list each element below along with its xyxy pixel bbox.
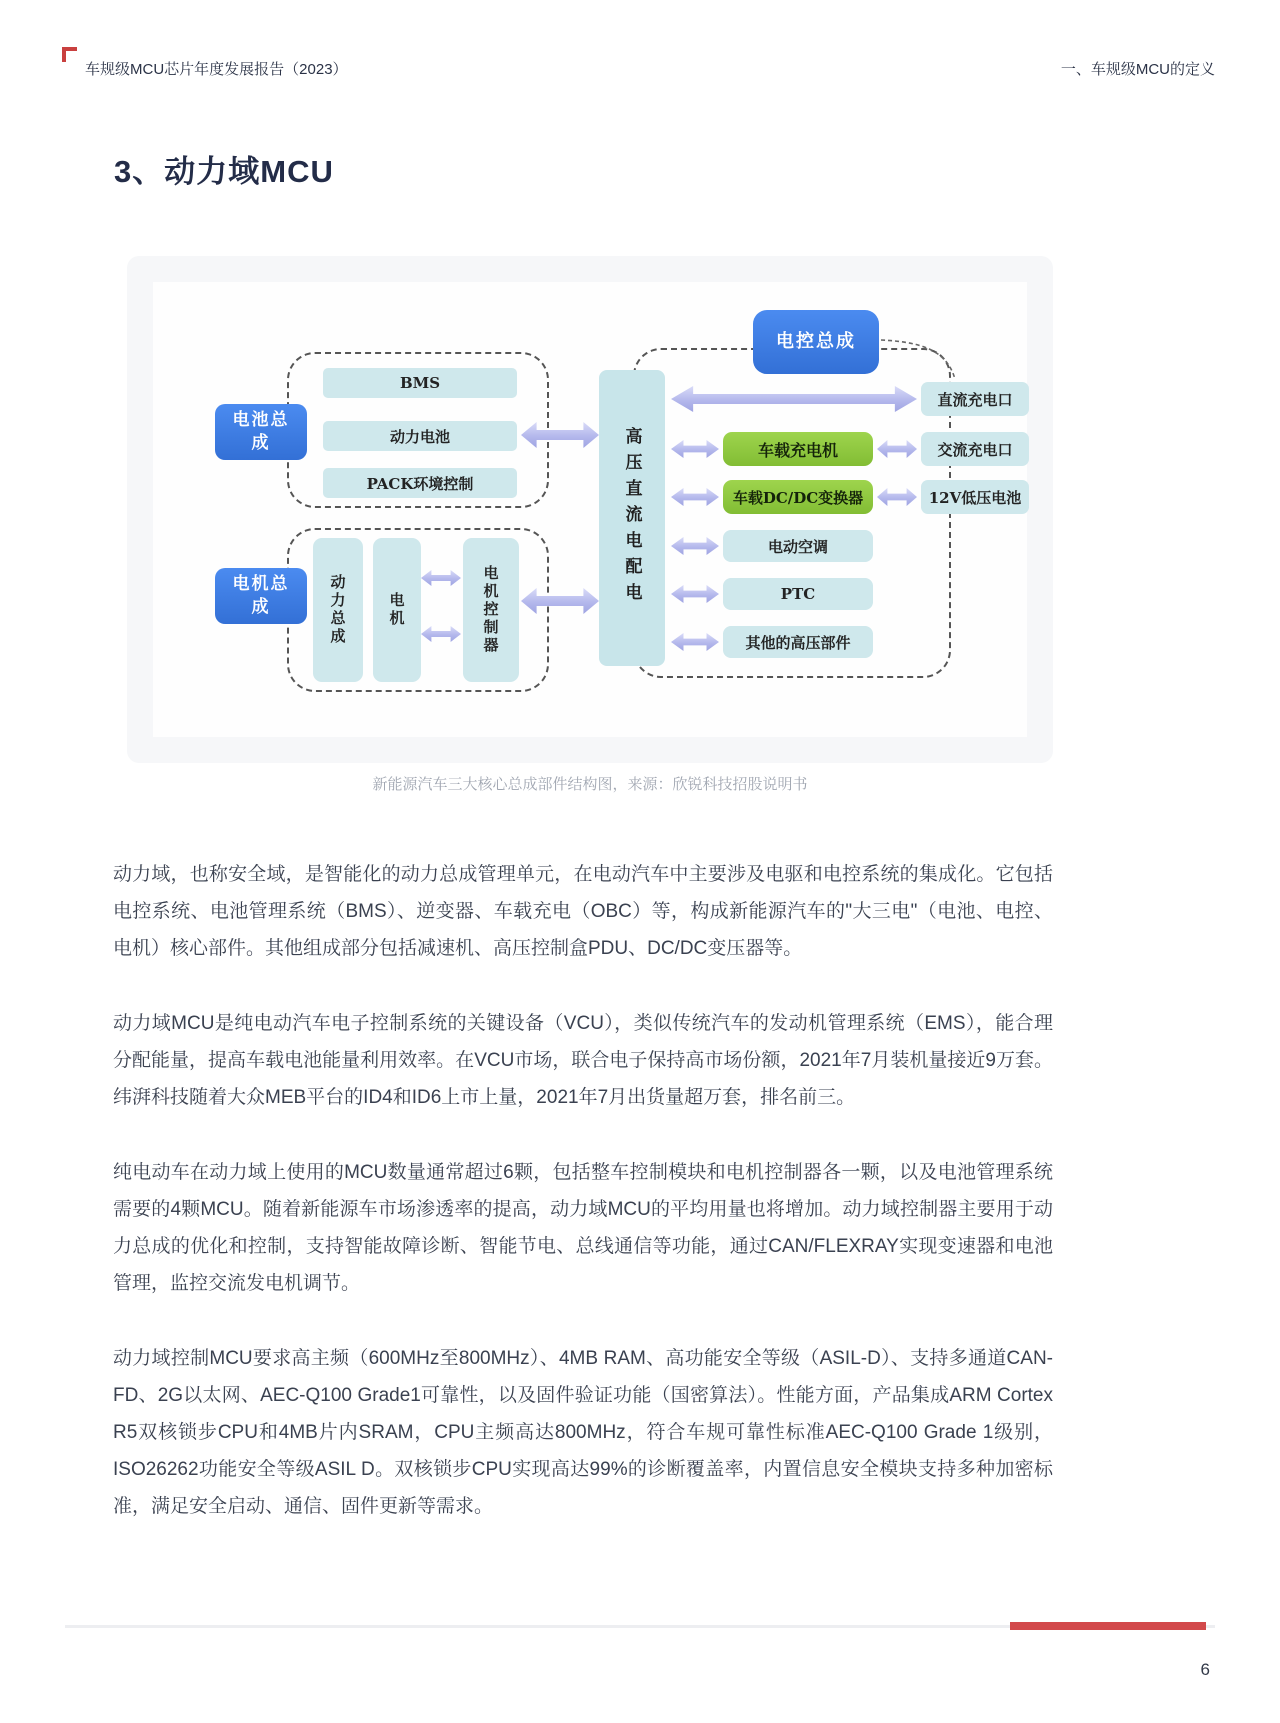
- motor-controller-text: 电机控制器: [481, 565, 500, 655]
- battery-assembly-label: [215, 404, 307, 460]
- report-title: 车规级MCU芯片年度发展报告（2023）: [85, 61, 348, 78]
- corner-bracket-icon: [62, 47, 77, 62]
- header-left: [64, 58, 348, 79]
- battery-assembly-text: 电池总成: [232, 410, 290, 453]
- obc-box: [723, 432, 873, 466]
- page-header: [64, 58, 1215, 79]
- power-battery-box: [323, 421, 517, 451]
- bms-box: [323, 368, 517, 398]
- battery-12v-box: [921, 480, 1029, 514]
- diagram-canvas: [153, 282, 1027, 737]
- other-hv-parts-box: [723, 626, 873, 658]
- chapter-title: 一、车规级MCU的定义: [1060, 61, 1215, 78]
- motor-assembly-label: [215, 568, 307, 624]
- hv-dc-distribution-text: 高压直流电配电: [621, 427, 642, 609]
- electric-ac-box: [723, 530, 873, 562]
- motor-controller-box: [463, 538, 519, 682]
- dc-charge-port-text: 直流充电口: [937, 390, 1013, 409]
- paragraph-3: 纯电动车在动力域上使用的MCU数量通常超过6颗，包括整车控制模块和电机控制器各一颗，以及电池管理系统需要的4颗MCU。随着新能源车市场渗透率的提高，动力域MCU的平均用量也将增加。动力域控制器主要用于动力总成的优化和控制，支持智能故障诊断、智能节电、总线通信等功能，通过CAN/FLEXRAY实现变速器和电池管理，监控交流发电机调节。: [113, 1162, 1053, 1294]
- ptc-box: [723, 578, 873, 610]
- dc-charge-port-box: [921, 382, 1029, 416]
- figure-caption: 新能源汽车三大核心总成部件结构图，来源：欣锐科技招股说明书: [372, 776, 808, 793]
- obc-text: 车载充电机: [757, 440, 838, 460]
- footer-divider-accent: [1010, 1622, 1206, 1630]
- paragraph-2: 动力域MCU是纯电动汽车电子控制系统的关键设备（VCU），类似传统汽车的发动机管理系统（EMS），能合理分配能量，提高车载电池能量利用效率。在VCU市场，联合电子保持高市场份额，2021年7月装机量接近9万套。纬湃科技随着大众MEB平台的ID4和ID6上市上量，2021年7月出货量超万套，排名前三。: [113, 1013, 1053, 1108]
- figure-card: [127, 256, 1053, 763]
- bms-text: BMS: [399, 374, 441, 392]
- control-assembly-label: [753, 310, 879, 374]
- powertrain-text: 动力总成: [328, 574, 347, 646]
- dashed-connector-curve: [153, 282, 1027, 737]
- ac-charge-port-text: 交流充电口: [937, 440, 1013, 459]
- motor-assembly-text: 电机总成: [232, 574, 290, 617]
- section-title: 3、动力域MCU: [114, 154, 334, 189]
- body-content: [113, 856, 1053, 1563]
- motor-text: 电机: [387, 592, 406, 628]
- paragraph-1: 动力域，也称安全域，是智能化的动力总成管理单元，在电动汽车中主要涉及电驱和电控系统的集成化。它包括电控系统、电池管理系统（BMS）、逆变器、车载充电（OBC）等，构成新能源汽车的"大三电"（电池、电控、电机）核心部件。其他组成部分包括减速机、高压控制盒PDU、DC/DC变压器等。: [113, 864, 1053, 959]
- motor-box: [373, 538, 421, 682]
- pack-env-control-box: [323, 468, 517, 498]
- control-assembly-text: 电控总成: [776, 330, 856, 352]
- pack-env-text: PACK环境控制: [366, 474, 474, 493]
- paragraph-4: 动力域控制MCU要求高主频（600MHz至800MHz）、4MB RAM、高功能安全等级（ASIL-D）、支持多通道CAN-FD、2G以太网、AEC-Q100 Grade1可靠性，以及固件验证功能（国密算法）。性能方面，产品集成ARM Cortex R5双核锁步CPU和4MB片内SRAM，CPU主频高达800MHz，符合车规可靠性标准AEC-Q100 Grade 1级别，ISO26262功能安全等级ASIL D。双核锁步CPU实现高达99%的诊断覆盖率，内置信息安全模块支持多种加密标准，满足安全启动、通信、固件更新等需求。: [113, 1348, 1053, 1517]
- power-battery-text: 动力电池: [389, 427, 450, 446]
- dcdc-converter-box: [723, 480, 873, 514]
- ac-charge-port-box: [921, 432, 1029, 466]
- dcdc-converter-text: 车载DC/DC变换器: [732, 488, 864, 507]
- powertrain-box: [313, 538, 363, 682]
- hv-dc-distribution-box: [599, 370, 665, 666]
- other-hv-parts-text: 其他的高压部件: [745, 633, 851, 652]
- electric-ac-text: 电动空调: [767, 537, 828, 556]
- battery-12v-text: 12V低压电池: [928, 488, 1022, 507]
- ptc-text: PTC: [780, 585, 816, 603]
- page-number: 6: [1200, 1660, 1210, 1679]
